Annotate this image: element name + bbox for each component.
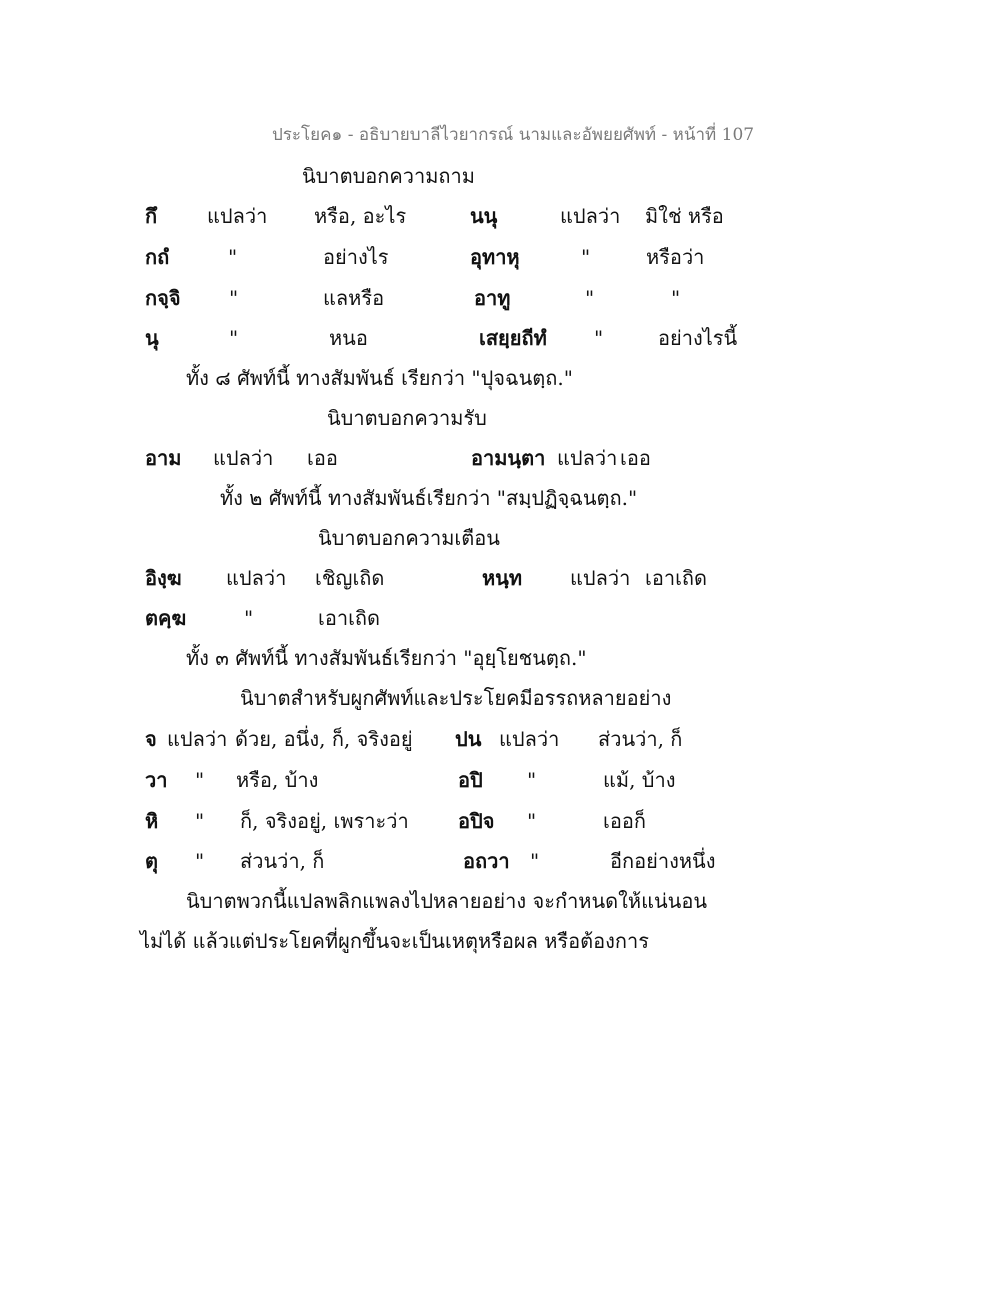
paragraph-line: นิบาตพวกนี้แปลพลิกแพลงไปหลายอย่าง จะกำหนดให้แน่นอน [186, 889, 708, 913]
meaning: เอาเถิด [318, 606, 381, 630]
ditto-mark: " [244, 606, 254, 630]
meaning: ส่วนว่า, ก็ [598, 727, 683, 751]
meaning: อย่างไร [323, 245, 389, 269]
pali-word: กถํ [145, 245, 170, 269]
ditto-mark: " [228, 245, 238, 269]
meaning: ก็, จริงอยู่, เพราะว่า [240, 809, 409, 833]
pali-word: เสยฺยถีทํ [479, 326, 547, 350]
meaning: อีกอย่างหนึ่ง [610, 849, 716, 873]
translate-label: แปลว่า [167, 727, 228, 751]
meaning: ส่วนว่า, ก็ [240, 849, 325, 873]
translate-label: แปลว่า [213, 446, 274, 470]
meaning: เอาเถิด [645, 566, 708, 590]
translate-label: แปลว่า [557, 446, 618, 470]
ditto-mark: " [585, 286, 595, 310]
meaning: เออก็ [603, 809, 646, 833]
section-title-question: นิบาตบอกความถาม [302, 164, 475, 188]
meaning: หรือ, อะไร [314, 204, 407, 228]
ditto-mark: " [671, 286, 681, 310]
meaning: อย่างไรนี้ [658, 326, 738, 350]
pali-word: ตคฺฆ [145, 606, 187, 630]
pali-word: อาม [145, 446, 182, 470]
meaning: หนอ [329, 326, 368, 350]
summary-urge: ทั้ง ๓ ศัพท์นี้ ทางสัมพันธ์เรียกว่า "อุยฺโยชนตฺถ." [186, 646, 587, 670]
meaning: แม้, บ้าง [603, 768, 676, 792]
ditto-mark: " [581, 245, 591, 269]
summary-accept: ทั้ง ๒ ศัพท์นี้ ทางสัมพันธ์เรียกว่า "สมฺปฏิจฺฉนตฺถ." [220, 486, 638, 510]
translate-label: แปลว่า [570, 566, 631, 590]
pali-word: อปิ [458, 768, 483, 792]
pali-word: ปน [455, 727, 482, 751]
meaning: แลหรือ [323, 286, 385, 310]
translate-label: แปลว่า [226, 566, 287, 590]
ditto-mark: " [594, 326, 604, 350]
pali-word: กึ [145, 204, 158, 228]
paragraph-line: ไม่ได้ แล้วแต่ประโยคที่ผูกขึ้นจะเป็นเหตุหรือผล หรือต้องการ [140, 929, 650, 953]
meaning: หรือว่า [646, 245, 705, 269]
pali-word: หนฺท [482, 566, 523, 590]
pali-word: อปิจ [458, 809, 495, 833]
section-title-accept: นิบาตบอกความรับ [327, 406, 487, 430]
meaning: เออ [307, 446, 338, 470]
section-title-multi: นิบาตสำหรับผูกศัพท์และประโยคมีอรรถหลายอย่าง [240, 686, 672, 710]
pali-word: หิ [145, 809, 159, 833]
page-header: ประโยค๑ - อธิบายบาลีไวยากรณ์ นามและอัพยยศัพท์ - หน้าที่ 107 [272, 125, 755, 145]
ditto-mark: " [530, 849, 540, 873]
pali-word: จ [145, 727, 157, 751]
translate-label: แปลว่า [207, 204, 268, 228]
meaning: เออ [620, 446, 651, 470]
translate-label: แปลว่า [499, 727, 560, 751]
summary-question: ทั้ง ๘ ศัพท์นี้ ทางสัมพันธ์ เรียกว่า "ปุจฉนตฺถ." [186, 366, 573, 390]
pali-word: อถวา [463, 849, 510, 873]
ditto-mark: " [195, 768, 205, 792]
pali-word: ตุ [145, 849, 158, 873]
pali-word: อุทาหุ [470, 245, 520, 269]
pali-word: อามนฺตา [471, 446, 546, 470]
ditto-mark: " [229, 286, 239, 310]
ditto-mark: " [195, 849, 205, 873]
ditto-mark: " [527, 809, 537, 833]
pali-word: กจฺจิ [145, 286, 181, 310]
pali-word: วา [145, 768, 168, 792]
meaning: หรือ, บ้าง [236, 768, 319, 792]
meaning: ด้วย, อนึ่ง, ก็, จริงอยู่ [235, 727, 413, 751]
ditto-mark: " [195, 809, 205, 833]
pali-word: นุ [145, 326, 159, 350]
pali-word: นนุ [470, 204, 498, 228]
meaning: มิใช่ หรือ [645, 204, 724, 228]
translate-label: แปลว่า [560, 204, 621, 228]
section-title-urge: นิบาตบอกความเตือน [318, 526, 500, 550]
ditto-mark: " [229, 326, 239, 350]
meaning: เชิญเถิด [315, 566, 385, 590]
pali-word: อิงฺฆ [145, 566, 182, 590]
ditto-mark: " [527, 768, 537, 792]
pali-word: อาทู [474, 286, 511, 310]
